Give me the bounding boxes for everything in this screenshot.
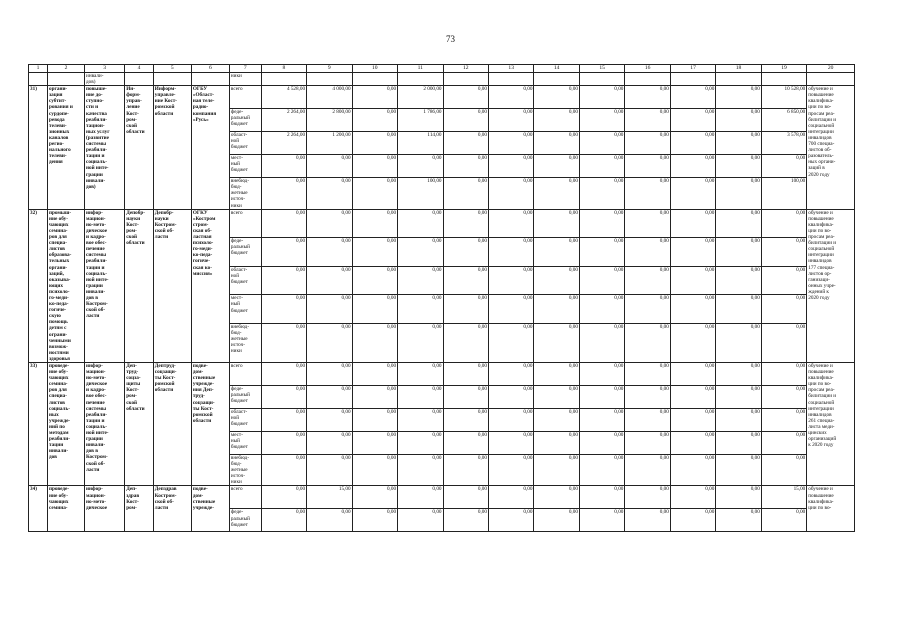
header-row xyxy=(29,65,855,73)
amount-cell: 0,00 xyxy=(488,486,533,509)
amount-cell: 0,00 xyxy=(534,238,579,267)
amount-cell: 15,00 xyxy=(307,486,352,509)
funding-source: всего xyxy=(229,86,261,109)
table-row xyxy=(29,363,855,386)
amount-cell: 0,00 xyxy=(579,155,624,178)
column-number: 12 xyxy=(443,65,488,73)
task-description: инфор- мацион- но-мето- дическое и кадро- вое обес- печение системы реабили- тации и социаль- ной инте- грации инвали- дов в Костром- ской об- ласти xyxy=(85,209,125,362)
column-number: 5 xyxy=(153,65,191,73)
amount-cell: 0,00 xyxy=(761,386,806,409)
amount-cell: 0,00 xyxy=(670,432,715,455)
amount-cell: 0,00 xyxy=(716,132,761,155)
amount-cell: 0,00 xyxy=(261,323,306,362)
amount-cell: 0,00 xyxy=(625,238,670,267)
amount-cell: 0,00 xyxy=(307,432,352,455)
amount-cell: 0,00 xyxy=(443,109,488,132)
amount-cell: 0,00 xyxy=(579,432,624,455)
amount-cell: 0,00 xyxy=(352,209,397,238)
amount-cell: 0,00 xyxy=(307,178,352,209)
amount-cell: 0,00 xyxy=(670,455,715,486)
column-number: 17 xyxy=(670,65,715,73)
amount-cell: 0,00 xyxy=(307,238,352,267)
amount-cell: 0,00 xyxy=(625,323,670,362)
amount-cell: 1 200,00 xyxy=(307,132,352,155)
amount-cell: 0,00 xyxy=(307,155,352,178)
amount-cell: 0,00 xyxy=(670,209,715,238)
amount-cell: 0,00 xyxy=(261,386,306,409)
amount-cell: 0,00 xyxy=(261,155,306,178)
amount-cell: 0,00 xyxy=(625,486,670,509)
amount-cell: 0,00 xyxy=(443,486,488,509)
amount-cell: 100,00 xyxy=(761,178,806,209)
funding-source: феде- ральный бюджет xyxy=(229,109,261,132)
amount-cell: 0,00 xyxy=(261,455,306,486)
amount-cell: 0,00 xyxy=(398,363,443,386)
amount-cell: 6 850,00 xyxy=(761,109,806,132)
amount-cell: 0,00 xyxy=(352,266,397,295)
amount-cell: 0,00 xyxy=(352,155,397,178)
participant: ОГБУ «Област- ная теле- радио- компания «Русь» xyxy=(191,86,229,209)
amount-cell: 0,00 xyxy=(670,266,715,295)
amount-cell: 0,00 xyxy=(625,509,670,532)
amount-cell: 0,00 xyxy=(443,266,488,295)
amount-cell: 0,00 xyxy=(534,363,579,386)
amount-cell: 0,00 xyxy=(579,178,624,209)
amount-cell: 0,00 xyxy=(579,109,624,132)
amount-cell: 0,00 xyxy=(307,409,352,432)
amount-cell: 0,00 xyxy=(761,238,806,267)
amount-cell: 0,00 xyxy=(579,363,624,386)
amount-cell: 0,00 xyxy=(534,209,579,238)
amount-cell: 0,00 xyxy=(716,486,761,509)
amount-cell: 0,00 xyxy=(488,155,533,178)
amount-cell: 0,00 xyxy=(534,432,579,455)
amount-cell: 0,00 xyxy=(307,386,352,409)
amount-cell: 0,00 xyxy=(398,432,443,455)
amount-cell: 0,00 xyxy=(534,178,579,209)
amount-cell: 0,00 xyxy=(716,86,761,109)
amount-cell: 0,00 xyxy=(761,409,806,432)
amount-cell: 0,00 xyxy=(761,363,806,386)
amount-cell: 0,00 xyxy=(579,132,624,155)
amount-cell: 0,00 xyxy=(579,86,624,109)
amount-cell: 0,00 xyxy=(261,295,306,324)
amount-cell: 0,00 xyxy=(670,295,715,324)
table-cell xyxy=(443,73,488,86)
amount-cell: 0,00 xyxy=(579,295,624,324)
amount-cell: 0,00 xyxy=(761,432,806,455)
table-cell xyxy=(125,73,154,86)
amount-cell: 0,00 xyxy=(488,109,533,132)
measure-name: проведе- ние обу- чающих семина- ров для специа- листов социаль- ных учрежде- ний по методам реабили- тации инвали- дов xyxy=(48,363,85,486)
amount-cell: 0,00 xyxy=(716,178,761,209)
amount-cell: 0,00 xyxy=(625,86,670,109)
responsible-executor: Деп- труд- соцза- щиты Кост- ром- ской области xyxy=(125,363,154,486)
amount-cell: 0,00 xyxy=(579,209,624,238)
amount-cell: 2 000,00 xyxy=(398,86,443,109)
amount-cell: 1 786,00 xyxy=(398,109,443,132)
amount-cell: 0,00 xyxy=(534,509,579,532)
amount-cell: 0,00 xyxy=(534,132,579,155)
table-row xyxy=(29,486,855,509)
amount-cell: 0,00 xyxy=(716,209,761,238)
measure-name: проведе- ние обу- чающих семина- xyxy=(48,486,85,532)
task-description: инфор- мацион- но-мето- дическое и кадро- вое обес- печение системы реабили- тации и социаль- ной инте- грации инвали- дов в Костром- ской об- ласти xyxy=(85,363,125,486)
amount-cell: 0,00 xyxy=(261,509,306,532)
amount-cell: 0,00 xyxy=(398,295,443,324)
amount-cell: 0,00 xyxy=(579,386,624,409)
amount-cell: 0,00 xyxy=(352,132,397,155)
amount-cell: 0,00 xyxy=(307,266,352,295)
funding-source: внебюд- бюд- жетные источ- ники xyxy=(229,178,261,209)
amount-cell: 0,00 xyxy=(670,486,715,509)
entry-number: 31) xyxy=(29,86,48,209)
amount-cell: 0,00 xyxy=(352,509,397,532)
amount-cell: 0,00 xyxy=(488,238,533,267)
amount-cell: 0,00 xyxy=(488,386,533,409)
amount-cell: 0,00 xyxy=(443,295,488,324)
amount-cell: 0,00 xyxy=(670,363,715,386)
amount-cell: 0,00 xyxy=(398,238,443,267)
column-number: 7 xyxy=(229,65,261,73)
column-number: 20 xyxy=(807,65,855,73)
table-cell xyxy=(153,73,191,86)
table-cell xyxy=(807,73,855,86)
table-cell xyxy=(261,73,306,86)
table-cell xyxy=(398,73,443,86)
column-number: 13 xyxy=(488,65,533,73)
table-cell xyxy=(625,73,670,86)
amount-cell: 0,00 xyxy=(670,409,715,432)
amount-cell: 0,00 xyxy=(352,295,397,324)
amount-cell: 0,00 xyxy=(625,363,670,386)
amount-cell: 0,00 xyxy=(352,238,397,267)
amount-cell: 4 528,00 xyxy=(261,86,306,109)
amount-cell: 0,00 xyxy=(761,155,806,178)
program-table xyxy=(28,64,855,532)
entry-number: 34) xyxy=(29,486,48,532)
co-executor: Депздрав Костром- ской об- ласти xyxy=(153,486,191,532)
column-number: 3 xyxy=(85,65,125,73)
amount-cell: 0,00 xyxy=(579,509,624,532)
amount-cell: 0,00 xyxy=(579,323,624,362)
co-executor: Дептруд- соцзащи- ты Кост- ромской области xyxy=(153,363,191,486)
participant: подве- дом- ственные учрежде- ния Деп- труд- соцзащи- ты Кост- ромской области xyxy=(191,363,229,486)
amount-cell: 0,00 xyxy=(534,109,579,132)
participant: ОГКУ «Костром стром- ская об- ластная психоло- го-меди- ко-педа- гогиче- ская ко- миссия» xyxy=(191,209,229,362)
measure-name: промыш- ние обу- чающих семина- ров для специа- листов образова- тельных органи- заций, оказыва- ющих психоло- го-меди- ко-педа- гогиче- скую помощь детям с ограни- ченными возмож- ностями здоровья xyxy=(48,209,85,362)
column-number: 9 xyxy=(307,65,352,73)
amount-cell: 0,00 xyxy=(488,323,533,362)
amount-cell: 0,00 xyxy=(488,363,533,386)
expected-result: обучение и повышение квалифика- ции по во- просам реа- билитации и социальной интеграции инвалидов 700 специа- листов об- разователь- ных органи- заций в 2020 году xyxy=(807,86,855,209)
amount-cell: 0,00 xyxy=(488,295,533,324)
amount-cell: 0,00 xyxy=(625,295,670,324)
amount-cell: 15,00 xyxy=(761,486,806,509)
funding-source: феде- ральный бюджет xyxy=(229,238,261,267)
amount-cell: 0,00 xyxy=(443,238,488,267)
measure-name: органи- зация субтит- рования и сурдопе- ревода телеви- зионных каналов регио- нального телеви- дения xyxy=(48,86,85,209)
amount-cell: 0,00 xyxy=(261,209,306,238)
amount-cell: 0,00 xyxy=(625,266,670,295)
amount-cell: 0,00 xyxy=(488,432,533,455)
amount-cell: 0,00 xyxy=(443,455,488,486)
amount-cell: 0,00 xyxy=(488,209,533,238)
amount-cell: 0,00 xyxy=(443,132,488,155)
amount-cell: 3 578,00 xyxy=(761,132,806,155)
amount-cell: 0,00 xyxy=(716,323,761,362)
amount-cell: 0,00 xyxy=(261,432,306,455)
funding-source: феде- ральный бюджет xyxy=(229,386,261,409)
amount-cell: 0,00 xyxy=(488,178,533,209)
continuation-row xyxy=(29,73,855,86)
amount-cell: 0,00 xyxy=(579,266,624,295)
amount-cell: 0,00 xyxy=(398,509,443,532)
funding-source: внебюд- бюд- жетные источ- ники xyxy=(229,455,261,486)
amount-cell: 0,00 xyxy=(352,486,397,509)
amount-cell: 0,00 xyxy=(352,109,397,132)
amount-cell: 0,00 xyxy=(534,295,579,324)
amount-cell: 0,00 xyxy=(625,155,670,178)
table-cell xyxy=(761,73,806,86)
amount-cell: 0,00 xyxy=(261,178,306,209)
amount-cell: 0,00 xyxy=(761,509,806,532)
amount-cell: 0,00 xyxy=(307,455,352,486)
amount-cell: 0,00 xyxy=(534,155,579,178)
table-cell xyxy=(488,73,533,86)
table-cell: ники xyxy=(229,73,261,86)
expected-result: обучение и повышение квалифика- ции по во- просам реа- билитации и социальной интеграции инвалидов 261 специа- листа меди- цинских организаций к 2020 году xyxy=(807,363,855,486)
amount-cell: 0,00 xyxy=(670,155,715,178)
expected-result: обучение и повышение квалифика- ции по во- xyxy=(807,486,855,532)
participant: подве- дом- ственные учрежде- xyxy=(191,486,229,532)
amount-cell: 0,00 xyxy=(352,86,397,109)
funding-source: мест- ный бюджет xyxy=(229,295,261,324)
expected-result: обучение и повышение квалифика- ции по во- просам реа- билитации и социальной интеграции инвалидов 177 специа- листов ор- ганизаци- онных учре- ждений к 2020 году xyxy=(807,209,855,362)
funding-source: област- ной бюджет xyxy=(229,132,261,155)
amount-cell: 0,00 xyxy=(488,266,533,295)
amount-cell: 0,00 xyxy=(352,363,397,386)
table-row xyxy=(29,209,855,238)
column-number: 6 xyxy=(191,65,229,73)
amount-cell: 0,00 xyxy=(443,509,488,532)
amount-cell: 0,00 xyxy=(398,209,443,238)
amount-cell: 0,00 xyxy=(443,363,488,386)
amount-cell: 0,00 xyxy=(443,386,488,409)
amount-cell: 0,00 xyxy=(534,386,579,409)
amount-cell: 0,00 xyxy=(443,323,488,362)
column-number: 16 xyxy=(625,65,670,73)
amount-cell: 0,00 xyxy=(761,323,806,362)
amount-cell: 0,00 xyxy=(443,409,488,432)
amount-cell: 0,00 xyxy=(443,86,488,109)
amount-cell: 0,00 xyxy=(579,409,624,432)
amount-cell: 0,00 xyxy=(716,386,761,409)
column-number: 15 xyxy=(579,65,624,73)
amount-cell: 2 800,00 xyxy=(307,109,352,132)
amount-cell: 0,00 xyxy=(443,432,488,455)
amount-cell: 0,00 xyxy=(670,86,715,109)
amount-cell: 0,00 xyxy=(625,109,670,132)
amount-cell: 0,00 xyxy=(716,509,761,532)
column-number: 19 xyxy=(761,65,806,73)
amount-cell: 0,00 xyxy=(443,178,488,209)
amount-cell: 0,00 xyxy=(716,155,761,178)
amount-cell: 0,00 xyxy=(443,209,488,238)
amount-cell: 0,00 xyxy=(398,386,443,409)
amount-cell: 0,00 xyxy=(625,209,670,238)
table-cell: инвали- дов) xyxy=(85,73,125,86)
amount-cell: 0,00 xyxy=(307,209,352,238)
amount-cell: 0,00 xyxy=(398,486,443,509)
amount-cell: 0,00 xyxy=(670,109,715,132)
amount-cell: 114,00 xyxy=(398,132,443,155)
task-description: инфор- мацион- но-мето- дическое xyxy=(85,486,125,532)
column-number: 18 xyxy=(716,65,761,73)
amount-cell: 0,00 xyxy=(261,266,306,295)
amount-cell: 0,00 xyxy=(625,386,670,409)
amount-cell: 0,00 xyxy=(670,238,715,267)
amount-cell: 100,00 xyxy=(398,178,443,209)
column-number: 4 xyxy=(125,65,154,73)
entry-number: 32) xyxy=(29,209,48,362)
amount-cell: 0,00 xyxy=(670,509,715,532)
table-cell xyxy=(670,73,715,86)
amount-cell: 0,00 xyxy=(534,323,579,362)
amount-cell: 0,00 xyxy=(261,238,306,267)
entry-number: 33) xyxy=(29,363,48,486)
amount-cell: 0,00 xyxy=(761,209,806,238)
amount-cell: 0,00 xyxy=(579,486,624,509)
table-cell xyxy=(579,73,624,86)
amount-cell: 0,00 xyxy=(716,238,761,267)
amount-cell: 0,00 xyxy=(443,155,488,178)
co-executor: Информ- управле- ние Кост- ромской области xyxy=(153,86,191,209)
amount-cell: 0,00 xyxy=(670,132,715,155)
funding-source: област- ной бюджет xyxy=(229,409,261,432)
table-cell xyxy=(29,73,48,86)
responsible-executor: Депобр- науки Кост- ром- ской области xyxy=(125,209,154,362)
amount-cell: 0,00 xyxy=(307,295,352,324)
amount-cell: 0,00 xyxy=(670,386,715,409)
amount-cell: 2 264,00 xyxy=(261,109,306,132)
amount-cell: 0,00 xyxy=(398,323,443,362)
funding-source: всего xyxy=(229,209,261,238)
column-number: 10 xyxy=(352,65,397,73)
amount-cell: 0,00 xyxy=(579,455,624,486)
column-number: 2 xyxy=(48,65,85,73)
amount-cell: 10 528,00 xyxy=(761,86,806,109)
amount-cell: 0,00 xyxy=(625,409,670,432)
funding-source: област- ной бюджет xyxy=(229,266,261,295)
amount-cell: 0,00 xyxy=(716,432,761,455)
funding-source: всего xyxy=(229,363,261,386)
amount-cell: 0,00 xyxy=(398,455,443,486)
column-number: 11 xyxy=(398,65,443,73)
amount-cell: 0,00 xyxy=(352,386,397,409)
table-cell xyxy=(48,73,85,86)
amount-cell: 2 264,00 xyxy=(261,132,306,155)
amount-cell: 0,00 xyxy=(488,455,533,486)
funding-source: всего xyxy=(229,486,261,509)
column-number: 1 xyxy=(29,65,48,73)
table-cell xyxy=(534,73,579,86)
amount-cell: 0,00 xyxy=(261,409,306,432)
amount-cell: 0,00 xyxy=(307,323,352,362)
amount-cell: 0,00 xyxy=(488,132,533,155)
amount-cell: 0,00 xyxy=(534,409,579,432)
amount-cell: 0,00 xyxy=(488,509,533,532)
amount-cell: 0,00 xyxy=(398,266,443,295)
amount-cell: 0,00 xyxy=(488,86,533,109)
table-cell xyxy=(191,73,229,86)
funding-source: внебюд- бюд- жетные источ- ники xyxy=(229,323,261,362)
amount-cell: 0,00 xyxy=(488,409,533,432)
table-cell xyxy=(352,73,397,86)
amount-cell: 0,00 xyxy=(579,238,624,267)
amount-cell: 0,00 xyxy=(625,132,670,155)
amount-cell: 0,00 xyxy=(307,363,352,386)
funding-source: мест- ный бюджет xyxy=(229,432,261,455)
amount-cell: 0,00 xyxy=(261,363,306,386)
column-number: 14 xyxy=(534,65,579,73)
funding-source: феде- ральный бюджет xyxy=(229,509,261,532)
amount-cell: 0,00 xyxy=(261,486,306,509)
table-row xyxy=(29,86,855,109)
amount-cell: 0,00 xyxy=(716,295,761,324)
amount-cell: 0,00 xyxy=(625,432,670,455)
funding-source: мест- ный бюджет xyxy=(229,155,261,178)
amount-cell: 0,00 xyxy=(625,178,670,209)
table-cell xyxy=(307,73,352,86)
column-number: 8 xyxy=(261,65,306,73)
table-cell xyxy=(716,73,761,86)
amount-cell: 0,00 xyxy=(352,409,397,432)
amount-cell: 0,00 xyxy=(761,455,806,486)
amount-cell: 0,00 xyxy=(670,323,715,362)
amount-cell: 0,00 xyxy=(352,432,397,455)
responsible-executor: Деп- здрав Кост- ром- xyxy=(125,486,154,532)
amount-cell: 0,00 xyxy=(352,178,397,209)
amount-cell: 4 000,00 xyxy=(307,86,352,109)
amount-cell: 0,00 xyxy=(307,509,352,532)
amount-cell: 0,00 xyxy=(352,455,397,486)
amount-cell: 0,00 xyxy=(534,266,579,295)
amount-cell: 0,00 xyxy=(716,455,761,486)
amount-cell: 0,00 xyxy=(761,266,806,295)
amount-cell: 0,00 xyxy=(716,109,761,132)
amount-cell: 0,00 xyxy=(398,155,443,178)
amount-cell: 0,00 xyxy=(398,409,443,432)
task-description: повыше- ние до- ступно- сти и качества реабили- тацион- ных услуг (развитие системы реабили- тации и социаль- ной инте- грации инвали- дов) xyxy=(85,86,125,209)
amount-cell: 0,00 xyxy=(670,178,715,209)
amount-cell: 0,00 xyxy=(534,86,579,109)
page-number: 73 xyxy=(446,34,455,44)
responsible-executor: Ин- форм- управ- ление Кост- ром- ской области xyxy=(125,86,154,209)
amount-cell: 0,00 xyxy=(716,409,761,432)
amount-cell: 0,00 xyxy=(534,486,579,509)
amount-cell: 0,00 xyxy=(716,266,761,295)
amount-cell: 0,00 xyxy=(761,295,806,324)
amount-cell: 0,00 xyxy=(352,323,397,362)
amount-cell: 0,00 xyxy=(716,363,761,386)
amount-cell: 0,00 xyxy=(534,455,579,486)
amount-cell: 0,00 xyxy=(625,455,670,486)
co-executor: Депобр- науки Костром- ской об- ласти xyxy=(153,209,191,362)
